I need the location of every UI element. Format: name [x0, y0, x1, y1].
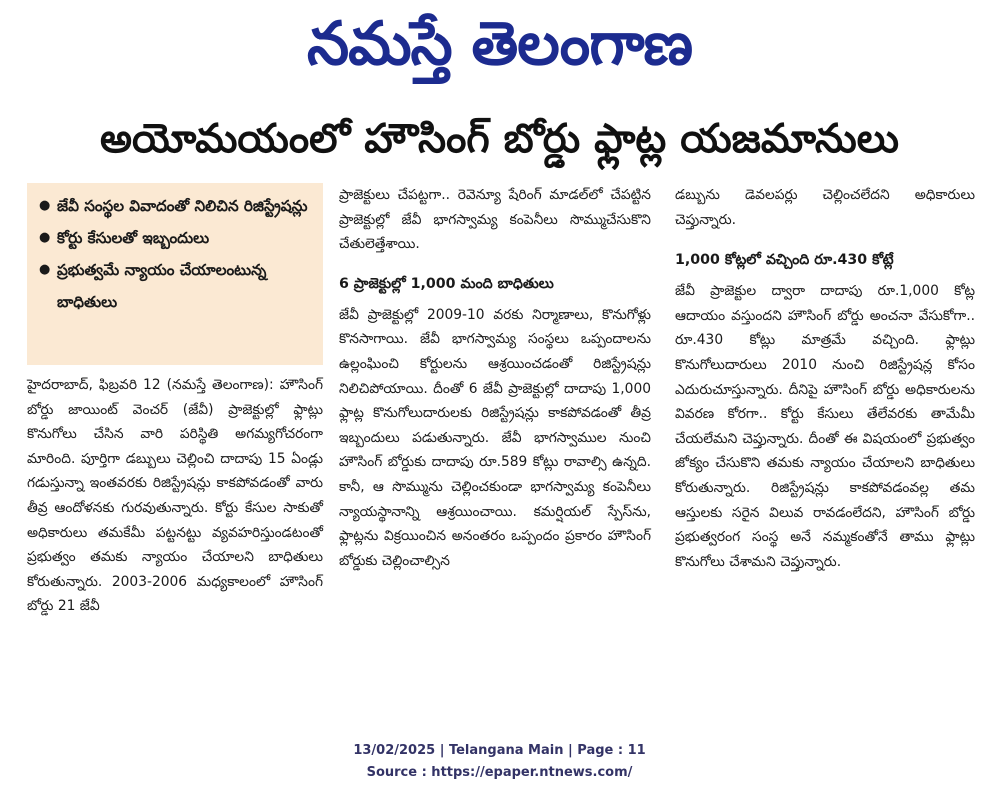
- subheading: 6 ప్రాజెక్టుల్లో 1,000 మంది బాధితులు: [339, 275, 554, 292]
- article-column-3: [675, 183, 975, 574]
- bullet-icon: ●: [39, 262, 51, 277]
- article-paragraph: ప్రాజెక్టులు చేపట్టగా.. రెవెన్యూ షేరింగ్ మాడల్‌లో చేపట్టిన ప్రాజెక్టుల్లో జేవీ భాగస్వామ్య కంపెనీలు సొమ్ముచేసుకొని చేతులెత్తేశాయి.: [339, 187, 651, 253]
- footer-source-line[interactable]: Source : https://epaper.ntnews.com/: [366, 765, 633, 780]
- footer: [0, 740, 999, 784]
- masthead-logo: నమస్తే తెలంగాణ: [306, 9, 693, 79]
- highlight-text: జేవీ సంస్థల వివాదంతో నిలిచిన రిజిస్ట్రేషన్లు: [57, 197, 308, 215]
- article-paragraph: హైదరాబాద్, ఫిబ్రవరి 12 (నమస్తే తెలంగాణ): హౌసింగ్ బోర్డు జాయింట్ వెంచర్ (జేవీ) ప్రాజెక్టుల్లో ఫ్లాట్లు కొనుగోలు చేసిన వారి పరిస్థితి అగమ్యగోచరంగా మారింది. పూర్తిగా డబ్బులు చెల్లించి దాదాపు 15 ఏండ్లు గడుస్తున్నా ఇంతవరకు రిజిస్ట్రేషన్లు కాకపోవడంతో వారు తీవ్ర ఆందోళనకు గురవుతున్నారు. కోర్టు కేసుల సాకుతో అధికారులు తమకేమీ పట్టనట్టు వ్యవహరిస్తుండటంతో ప్రభుత్వం తమకు న్యాయం చేయాలని బాధితులు కోరుతున్నారు. 2003-2006 మధ్యకాలంలో హౌసింగ్ బోర్డు 21 జేవీ: [27, 377, 323, 615]
- subheading: 1,000 కోట్లలో వచ్చింది రూ.430 కోట్లే: [675, 252, 894, 269]
- bullet-icon: ●: [39, 230, 51, 245]
- footer-date-line: 13/02/2025 | Telangana Main | Page : 11: [353, 743, 646, 758]
- article-column-2: [339, 183, 651, 573]
- article-paragraph: జేవీ ప్రాజెక్టుల ద్వారా దాదాపు రూ.1,000 కోట్ల ఆదాయం వస్తుందని హౌసింగ్ బోర్డు అంచనా వేసుకోగా.. రూ.430 కోట్లు మాత్రమే వచ్చింది. ఫ్లాట్లు కొనుగోలుదారులు 2010 నుంచి రిజిస్ట్రేషన్ల కోసం ఎదురుచూస్తున్నారు. దీనిపై హౌసింగ్ బోర్డు అధికారులను వివరణ కోరగా.. కోర్టు కేసులు తేలేవరకు తామేమీ చేయలేమని చెప్తున్నారు. దీంతో ఈ విషయంలో ప్రభుత్వం జోక్యం చేసుకొని తమకు న్యాయం చేయాలని బాధితులు కోరుతున్నారు. రిజిస్ట్రేషన్లు కాకపోవడంవల్ల తమ ఆస్తులకు సరైన విలువ రావడంలేదని, హౌసింగ్ బోర్డు ప్రభుత్వరంగ సంస్థ అనే నమ్మకంతోనే తాము ఫ్లాట్లు కొనుగోలు చేశామని చెప్తున్నారు.: [675, 283, 975, 570]
- article-paragraph: డబ్బును డెవలపర్లు చెల్లించలేదని అధికారులు చెప్తున్నారు.: [675, 187, 975, 228]
- headline: అయోమయంలో హౌసింగ్ బోర్డు ఫ్లాట్ల యజమానులు: [100, 116, 899, 162]
- highlight-item: [39, 254, 315, 318]
- article-column-1: [27, 373, 323, 619]
- article-paragraph: జేవీ ప్రాజెక్టుల్లో 2009-10 వరకు నిర్మాణాలు, కొనుగోళ్లు కొనసాగాయి. జేవీ భాగస్వామ్య సంస్థలు ఒప్పందాలను ఉల్లంఘించి కోర్టులను ఆశ్రయించడంతో రిజిస్ట్రేషన్లు నిలిచిపోయాయి. దీంతో 6 జేవీ ప్రాజెక్టుల్లో దాదాపు 1,000 ఫ్లాట్ల కొనుగోలుదారులకు రిజిస్ట్రేషన్లు కాకపోవడంతో తీవ్ర ఇబ్బందులు పడుతున్నారు. జేవీ భాగస్వాముల నుంచి హౌసింగ్ బోర్డుకు దాదాపు రూ.589 కోట్లు రావాల్సి ఉన్నది. కానీ, ఆ సొమ్మును చెల్లించకుండా భాగస్వామ్య కంపెనీలు న్యాయస్థానాన్ని ఆశ్రయించాయి. కమర్షియల్ స్పేస్‌ను, ఫ్లాట్లను విక్రయించిన అనంతరం ఒప్పందం ప్రకారం హౌసింగ్ బోర్డుకు చెల్లించాల్సిన: [339, 306, 651, 569]
- highlights-box: [27, 183, 323, 365]
- highlight-text: ప్రభుత్వమే న్యాయం చేయాలంటున్న బాధితులు: [57, 261, 267, 311]
- highlight-item: [39, 222, 315, 254]
- highlight-item: [39, 190, 315, 222]
- highlight-text: కోర్టు కేసులతో ఇబ్బందులు: [57, 229, 210, 247]
- bullet-icon: ●: [39, 198, 51, 213]
